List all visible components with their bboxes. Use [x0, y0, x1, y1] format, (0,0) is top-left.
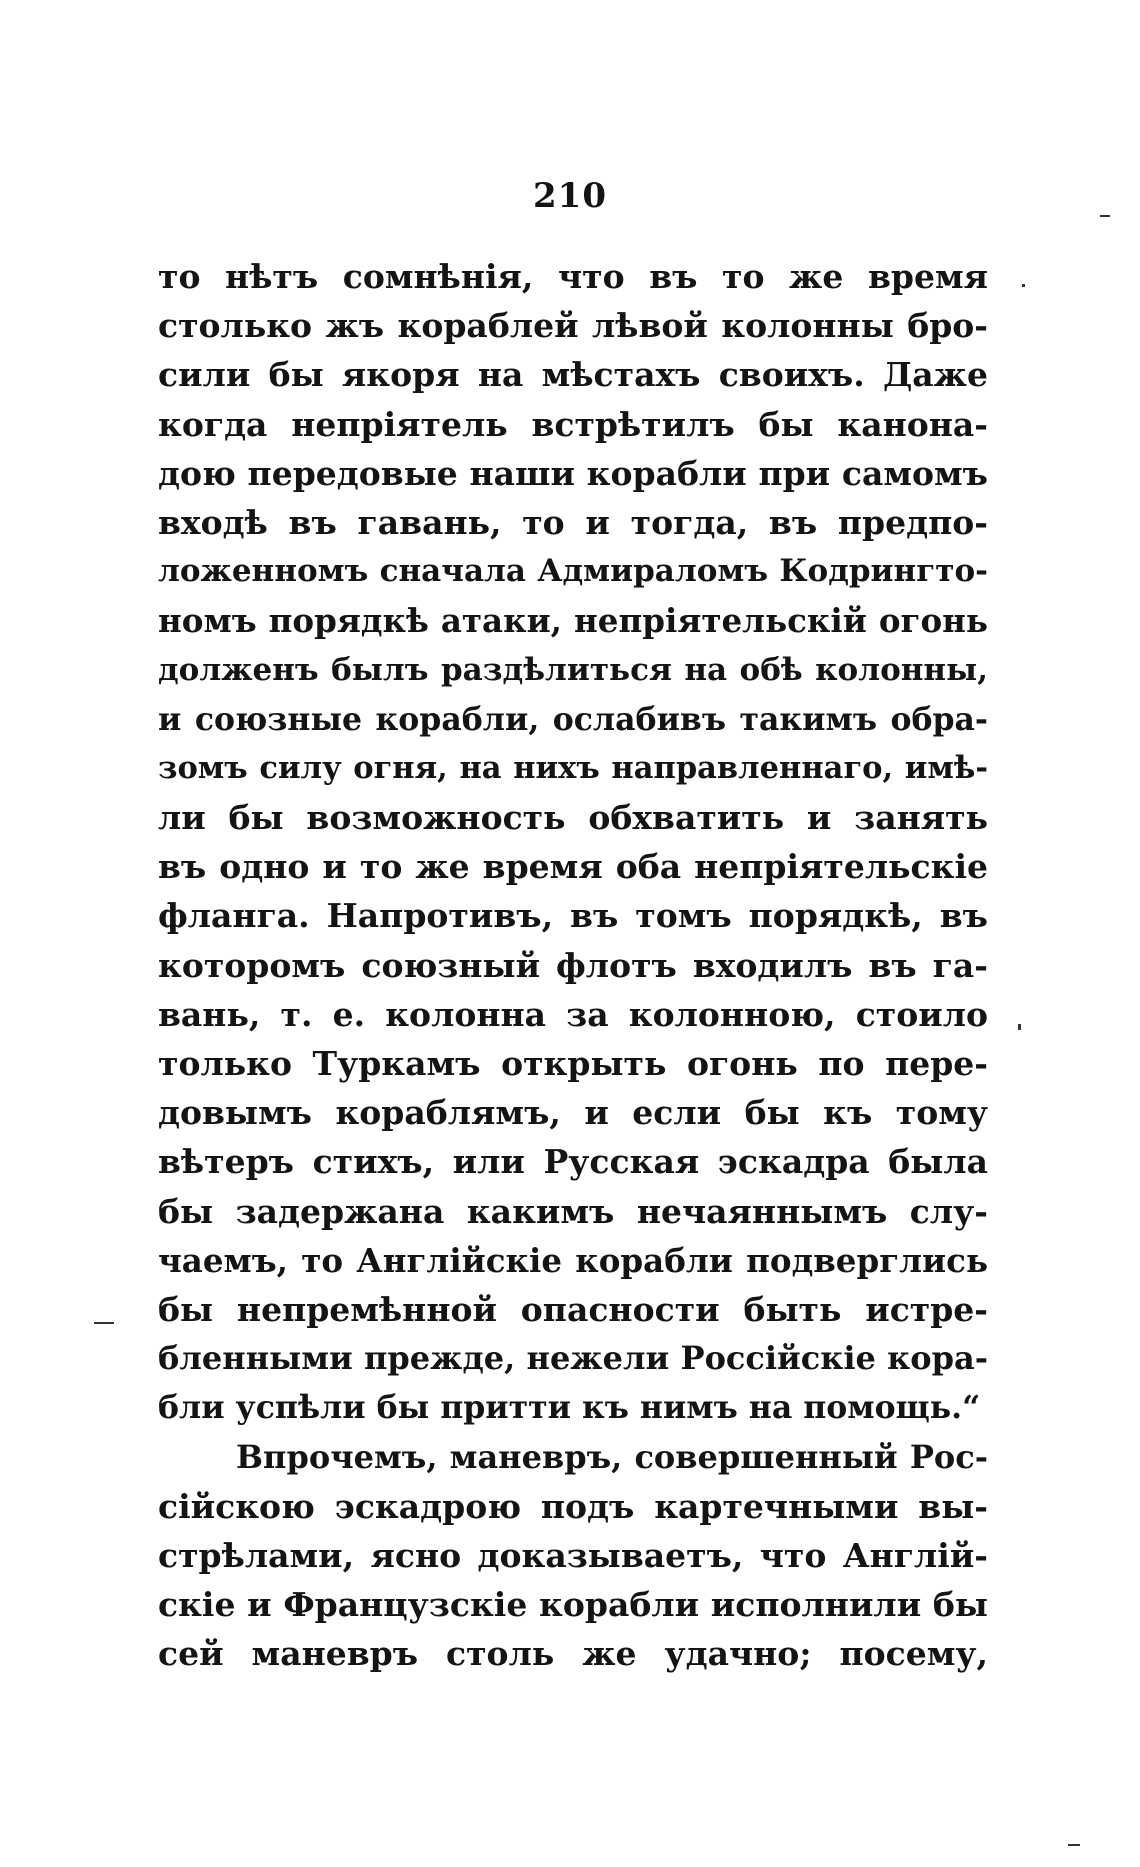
text-line: скіе и Французскіе корабли исполнили бы: [158, 1585, 988, 1625]
text-line: столько жъ кораблей лѣвой колонны бро-: [158, 306, 988, 346]
text-line: и союзные корабли, ослабивъ такимъ обра-: [158, 700, 988, 738]
text-line: вѣтеръ стихъ, или Русская эскадра была: [158, 1142, 988, 1182]
paragraph-end-line: бли успѣли бы притти къ нимъ на помощь.“: [158, 1389, 981, 1427]
text-line: номъ порядкѣ атаки, непріятельскій огонь: [158, 601, 988, 641]
text-line: ложенномъ сначала Адмираломъ Кодрингто-: [158, 553, 988, 590]
text-line: вань, т. е. колонна за колонною, стоило: [158, 994, 988, 1034]
text-line: чаемъ, то Англійскіе корабли подверглись: [158, 1240, 988, 1280]
text-line: входѣ въ гавань, то и тогда, въ предпо-: [158, 502, 988, 542]
scan-speck: [1068, 1844, 1080, 1846]
text-line: бы задержана какимъ нечаяннымъ слу-: [158, 1191, 988, 1231]
text-line: только Туркамъ открыть огонь по пере-: [158, 1044, 988, 1083]
scan-speck: [94, 1322, 114, 1324]
text-line: въ одно и то же время оба непріятельскіе: [158, 847, 988, 887]
text-line: когда непріятель встрѣтилъ бы канона-: [158, 404, 988, 444]
text-line: фланга. Напротивъ, въ томъ порядкѣ, въ: [158, 896, 988, 936]
text-line: бленными прежде, нежели Россійскіе кора-: [158, 1339, 988, 1378]
text-line: то нѣтъ сомнѣнія, что въ то же время: [158, 257, 988, 296]
text-line: ли бы возможность обхватить и занять: [158, 798, 988, 838]
scan-speck: [1022, 284, 1025, 287]
scan-speck: [1018, 1024, 1021, 1030]
text-line: сійскою эскадрою подъ картечными вы-: [158, 1486, 988, 1526]
text-line: долженъ былъ раздѣлиться на обѣ колонны,: [158, 651, 988, 688]
text-line: зомъ силу огня, на нихъ направленнаго, имѣ-: [158, 749, 988, 786]
paragraph-start-line: Впрочемъ, маневръ, совершенный Рос-: [236, 1437, 988, 1476]
page-number: 210: [533, 176, 607, 216]
text-line: дою передовые наши корабли при самомъ: [158, 453, 988, 493]
text-line: которомъ союзный флотъ входилъ въ га-: [158, 945, 988, 985]
scan-speck: [1100, 215, 1110, 217]
text-line: стрѣлами, ясно доказываетъ, что Англій-: [158, 1535, 988, 1575]
text-line: сили бы якоря на мѣстахъ своихъ. Даже: [158, 355, 988, 395]
body-text: [158, 252, 988, 1678]
text-line: сей маневръ столь же удачно; посему,: [158, 1634, 988, 1674]
text-line: бы непремѣнной опасности быть истре-: [158, 1289, 988, 1329]
text-line: довымъ кораблямъ, и если бы къ тому: [158, 1093, 988, 1133]
